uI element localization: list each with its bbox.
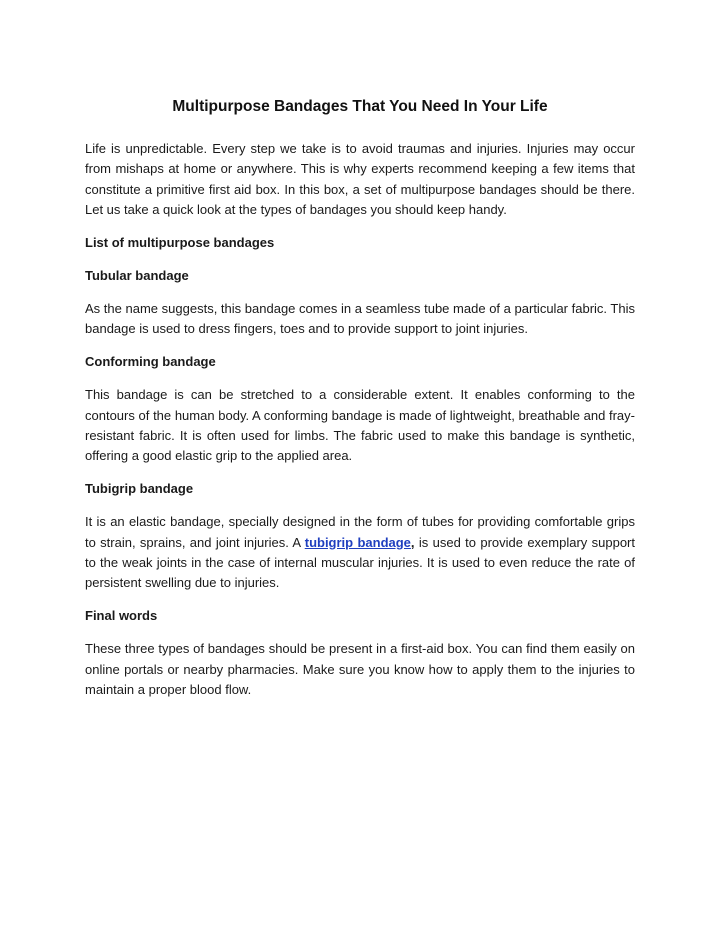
section-text-tubigrip xyxy=(85,512,635,594)
section-heading-final-words: Final words xyxy=(85,608,158,624)
document-title: Multipurpose Bandages That You Need In Your Life xyxy=(172,98,548,115)
intro-paragraph: Life is unpredictable. Every step we take is to avoid traumas and injuries. Injuries may occur from mishaps at home or anywhere. This is why experts recommend keeping a few items that constitute a primitive first aid box. In this box, a set of multipurpose bandages should be there. Let us take a quick look at the types of bandages you should keep handy. xyxy=(85,141,635,218)
section-text-final-words: These three types of bandages should be present in a first-aid box. You can find them easily on online portals or nearby pharmacies. Make sure you know how to apply them to the injuries to maintain a proper blood flow. xyxy=(85,641,635,698)
document-page xyxy=(85,97,635,713)
section-heading-tubular: Tubular bandage xyxy=(85,268,189,284)
section-heading-tubigrip: Tubigrip bandage xyxy=(85,481,194,497)
list-heading: List of multipurpose bandages xyxy=(85,235,275,251)
tubigrip-text-before-link: It is an elastic bandage, specially designed in the form of tubes for providing comfortable grips to strain, sprains, and joint injuries. A xyxy=(85,514,635,550)
tubigrip-bandage-link[interactable]: tubigrip bandage xyxy=(304,534,411,550)
tubigrip-text-after-link: is used to provide exemplary support to the weak joints in the case of internal muscular injuries. It is used to even reduce the rate of persistent swelling due to injuries. xyxy=(85,534,635,591)
section-text-tubular: As the name suggests, this bandage comes in a seamless tube made of a particular fabric. This bandage is used to dress fingers, toes and to provide support to joint injuries. xyxy=(85,300,635,337)
section-text-conforming: This bandage is can be stretched to a considerable extent. It enables conforming to the contours of the human body. A conforming bandage is made of lightweight, breathable and fray-resistant fabric. It is often used for limbs. The fabric used to make this bandage is synthetic, offering a good elastic grip to the applied area. xyxy=(85,387,635,464)
section-heading-conforming: Conforming bandage xyxy=(85,354,216,370)
tubigrip-link-comma: , xyxy=(410,534,415,550)
